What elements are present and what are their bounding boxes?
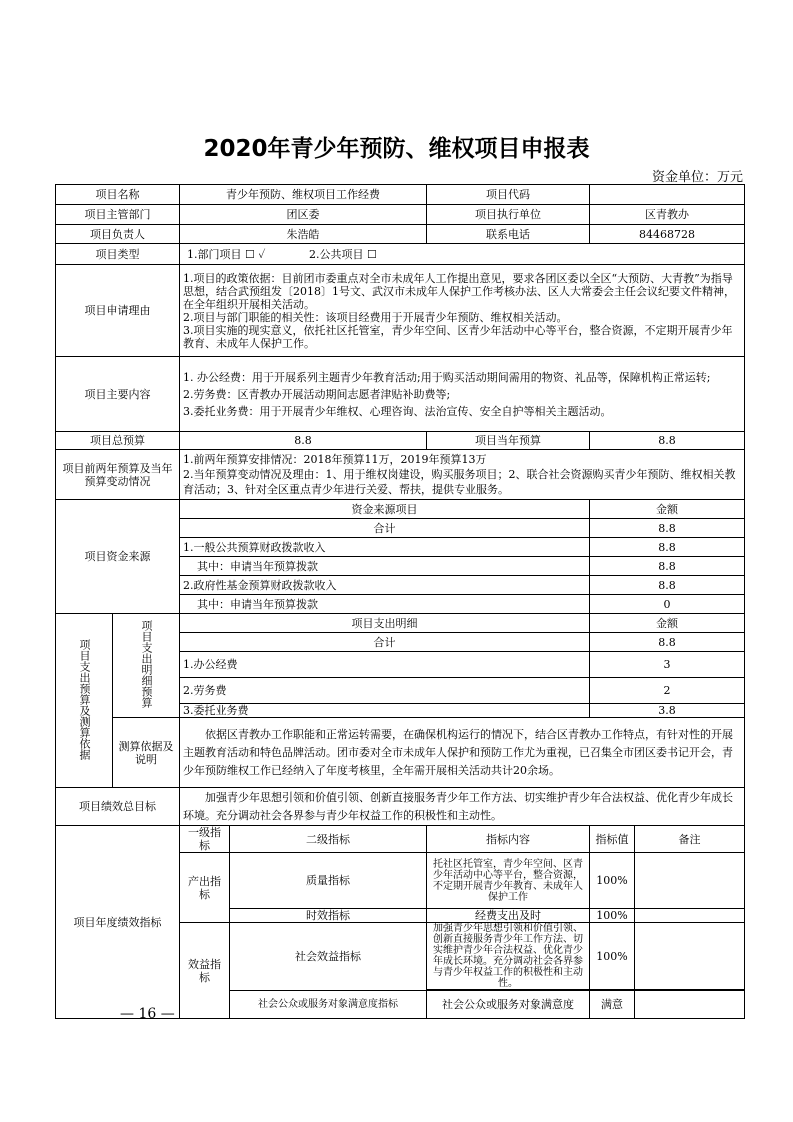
basis-label: 测算依据及说明 — [113, 718, 180, 788]
perf-goal-text: 加强青少年思想引领和价值引领、创新直接服务青少年工作方法、切实维护青少年合法权益、优化青少年成长环境。充分调动社会各界参与青少年权益工作的积极性和主动性。 — [180, 788, 745, 826]
content-line: 2.劳务费：区青教办开展活动期间志愿者津贴补助费等; — [183, 387, 451, 401]
reason-label: 项目申请理由 — [56, 265, 180, 357]
expense-amount: 3 — [590, 652, 745, 678]
social-indicator-content: 加强青少年思想引领和价值引领、创新直接服务青少年工作方法、切实维护青少年合法权益、优化青少年成长环境。充分调动社会各界参与青少年权益工作的积极性和主动性。 — [427, 923, 590, 990]
currency-unit: 资金单位：万元 — [651, 170, 743, 185]
timeliness-indicator-name: 时效指标 — [230, 909, 427, 923]
perf-goal-label: 项目绩效总目标 — [56, 788, 180, 826]
phone-value: 84468728 — [590, 225, 745, 244]
expense-detail-label — [113, 614, 180, 718]
expense-header-item: 项目支出明细 — [180, 614, 590, 633]
social-indicator-value: 100% — [590, 923, 635, 990]
prev-line: 2.当年预算变动情况及理由：1、用于维权岗建设，购买服务项目；2、联合社会资源购买青少年预防、维权相关教育活动；3、针对全区重点青少年进行关爱、帮扶，提供专业服务。 — [183, 468, 736, 496]
project-name-value: 青少年预防、维权项目工作经费 — [180, 185, 427, 205]
expense-amount: 8.8 — [590, 633, 745, 652]
annual-perf-label: 项目年度绩效指标 — [56, 826, 180, 1019]
expense-amount: 2 — [590, 678, 745, 704]
type-option-department[interactable]: 1.部门项目 ☐ ✓ — [187, 247, 266, 261]
indicator-header-note: 备注 — [635, 826, 745, 853]
satisfaction-indicator-note — [635, 991, 745, 1019]
satisfaction-indicator-value: 满意 — [590, 991, 635, 1019]
indicator-header-value: 指标值 — [590, 826, 635, 853]
type-option-public[interactable]: 2.公共项目 ☐ — [308, 247, 377, 261]
fund-item-text: 其中：申请当年预算拨款 — [197, 597, 318, 611]
dept-label: 项目主管部门 — [56, 205, 180, 225]
reason-text — [180, 265, 745, 357]
fund-item: 1.一般公共预算财政拨款收入 — [180, 538, 590, 557]
page-title: 2020年青少年预防、维权项目申报表 — [203, 136, 590, 162]
social-indicator-name: 社会效益指标 — [230, 923, 427, 991]
satisfaction-indicator-name: 社会公众或服务对象满意度指标 — [230, 991, 427, 1019]
total-budget-value: 8.8 — [180, 432, 427, 450]
social-indicator-note — [635, 923, 745, 990]
fund-item-text: 其中：申请当年预算拨款 — [197, 559, 318, 573]
exec-unit-value: 区青教办 — [590, 205, 745, 225]
quality-indicator-content: 托社区托管室，青少年空间、区青少年活动中心等平台，整合资源，不定期开展青少年教育、未成年人保护工作 — [427, 853, 590, 909]
prev-line: 1.前两年预算安排情况：2018年预算11万，2019年预算13万 — [183, 453, 487, 466]
content-label: 项目主要内容 — [56, 357, 180, 432]
project-name-label: 项目名称 — [56, 185, 180, 205]
fund-item — [180, 595, 590, 614]
prev-budget-label: 项目前两年预算及当年预算变动情况 — [56, 450, 180, 500]
quality-indicator-value: 100% — [590, 853, 635, 909]
total-budget-label: 项目总预算 — [56, 432, 180, 450]
project-code-label: 项目代码 — [427, 185, 590, 205]
timeliness-indicator-content: 经费支出及时 — [427, 909, 590, 923]
page-number: — 16 — — [120, 1006, 175, 1022]
fund-amount: 8.8 — [590, 576, 745, 595]
content-text — [180, 357, 745, 432]
indicator-header-l2: 二级指标 — [230, 826, 427, 853]
expense-detail-label-text: 项目支出明细预算 — [140, 620, 153, 708]
fund-item: 2.政府性基金预算财政拨款收入 — [180, 576, 590, 595]
fund-header-item: 资金来源项目 — [180, 500, 590, 519]
prev-budget-text — [180, 450, 745, 500]
reason-line: 3.项目实施的现实意义，依托社区托管室，青少年空间、区青少年活动中心等平台，整合资源，不定期开展青少年教育、未成年人保护工作。 — [183, 323, 733, 350]
fund-amount: 8.8 — [590, 519, 745, 538]
expense-item: 3.委托业务费 — [180, 704, 590, 718]
timeliness-indicator-value: 100% — [590, 909, 635, 923]
timeliness-indicator-note — [635, 909, 745, 923]
basis-text: 依据区青教办工作职能和正常运转需要，在确保机构运行的情况下，结合区青教办工作特点，有针对性的开展主题教育活动和特色品牌活动。团市委对全市未成年人保护和预防工作尤为重视，已召集全市团区委书记开会，青少年预防维权工作已经纳入了年度考核里，全年需开展相关活动共计20余场。 — [180, 718, 745, 788]
leader-label: 项目负责人 — [56, 225, 180, 244]
current-budget-label: 项目当年预算 — [427, 432, 590, 450]
expense-item: 2.劳务费 — [180, 678, 590, 704]
fund-source-label: 项目资金来源 — [56, 500, 180, 614]
quality-indicator-name: 质量指标 — [230, 853, 427, 909]
expense-section-label — [56, 614, 113, 788]
application-form-table — [55, 184, 745, 1019]
content-line: 1. 办公经费：用于开展系列主题青少年教育活动;用于购买活动期间需用的物资、礼品等，保障机构正常运转; — [183, 370, 711, 384]
fund-amount: 8.8 — [590, 557, 745, 576]
phone-label: 联系电话 — [427, 225, 590, 244]
reason-line: 1.项目的政策依据：目前团市委重点对全市未成年人工作提出意见，要求各团区委以全区“大预防、大青教”为指导思想，结合武预组发〔2018〕1号文、武汉市未成年人保护工作考核办法、区人大常委会主任会议纪要文件精神，在全年组织开展相关活动。 — [183, 271, 735, 311]
fund-header-amount: 金额 — [590, 500, 745, 519]
leader-value: 朱浩皓 — [180, 225, 427, 244]
dept-value: 团区委 — [180, 205, 427, 225]
exec-unit-label: 项目执行单位 — [427, 205, 590, 225]
type-label: 项目类型 — [56, 244, 180, 265]
satisfaction-indicator-content: 社会公众或服务对象满意度 — [427, 991, 590, 1019]
indicator-header-l1: 一级指标 — [180, 826, 230, 853]
fund-amount: 8.8 — [590, 538, 745, 557]
fund-amount: 0 — [590, 595, 745, 614]
expense-section-label-text: 项目支出预算及测算依据 — [78, 638, 91, 760]
expense-item: 1.办公经费 — [180, 652, 590, 678]
fund-item: 合计 — [180, 519, 590, 538]
type-options — [180, 244, 745, 265]
expense-item: 合计 — [180, 633, 590, 652]
project-code-value — [590, 185, 745, 205]
output-indicator-label: 产出指标 — [180, 853, 230, 923]
content-line: 3.委托业务费：用于开展青少年维权、心理咨询、法治宣传、安全自护等相关主题活动。 — [183, 404, 612, 418]
quality-indicator-note — [635, 853, 745, 909]
expense-header-amount: 金额 — [590, 614, 745, 633]
fund-item — [180, 557, 590, 576]
current-budget-value: 8.8 — [590, 432, 745, 450]
expense-amount: 3.8 — [590, 704, 745, 718]
reason-line: 2.项目与部门职能的相关性：该项目经费用于开展青少年预防、维权相关活动。 — [183, 310, 568, 324]
benefit-indicator-label: 效益指标 — [180, 923, 230, 1019]
indicator-header-content: 指标内容 — [427, 826, 590, 853]
